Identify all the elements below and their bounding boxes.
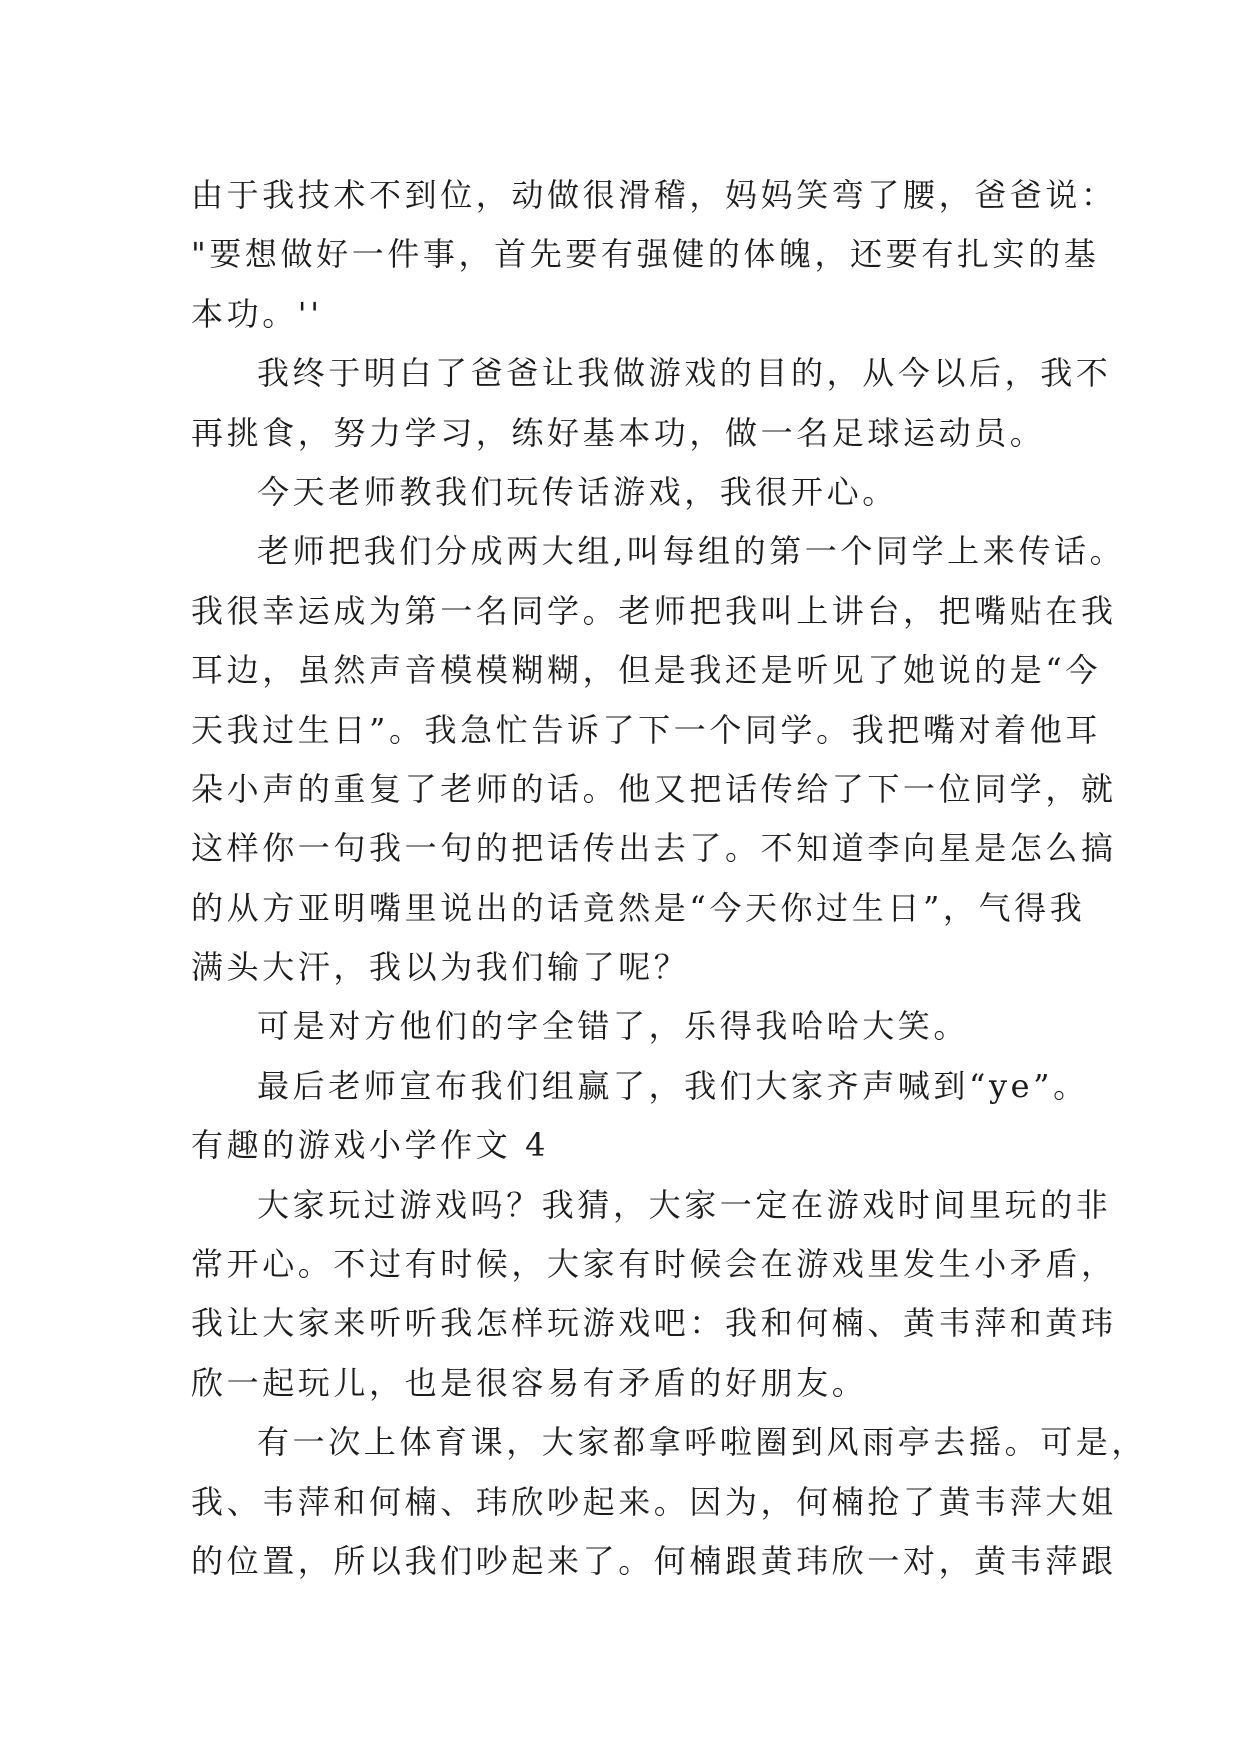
text-line: 这样你一句我一句的把话传出去了。不知道李向星是怎么搞 bbox=[191, 829, 1117, 868]
text-line: 最后老师宣布我们组赢了，我们大家齐声喊到“ye”。 bbox=[257, 1066, 1089, 1105]
text-line: 再挑食，努力学习，练好基本功，做一名足球运动员。 bbox=[191, 413, 1046, 452]
text-line: 朵小声的重复了老师的话。他又把话传给了下一位同学，就 bbox=[191, 769, 1117, 808]
document-text bbox=[191, 166, 1148, 1591]
text-line: 本功。'' bbox=[191, 294, 323, 333]
text-line: 今天老师教我们玩传话游戏，我很开心。 bbox=[257, 472, 898, 511]
text-line: 老师把我们分成两大组,叫每组的第一个同学上来传话。 bbox=[257, 532, 1126, 571]
text-line: 我让大家来听听我怎样玩游戏吧：我和何楠、黄韦萍和黄玮 bbox=[191, 1304, 1117, 1343]
text-line: 我、韦萍和何楠、玮欣吵起来。因为，何楠抢了黄韦萍大姐 bbox=[191, 1482, 1117, 1521]
text-line: 常开心。不过有时候，大家有时候会在游戏里发生小矛盾， bbox=[191, 1245, 1117, 1284]
text-line: 由于我技术不到位，动做很滑稽，妈妈笑弯了腰，爸爸说： bbox=[191, 176, 1117, 214]
text-line: 我很幸运成为第一名同学。老师把我叫上讲台，把嘴贴在我 bbox=[191, 591, 1117, 630]
text-line: 满头大汗，我以为我们输了呢？ bbox=[191, 948, 690, 987]
text-line: "要想做好一件事，首先要有强健的体魄，还要有扎实的基 bbox=[191, 235, 1100, 274]
text-line: 的位置，所以我们吵起来了。何楠跟黄玮欣一对，黄韦萍跟 bbox=[191, 1541, 1117, 1580]
text-line: 有趣的游戏小学作文 4 bbox=[191, 1126, 550, 1165]
text-line: 欣一起玩儿，也是很容易有矛盾的好朋友。 bbox=[191, 1363, 868, 1402]
text-line: 有一次上体育课，大家都拿呼啦圈到风雨亭去摇。可是， bbox=[257, 1423, 1148, 1462]
text-line: 耳边，虽然声音模模糊糊，但是我还是听见了她说的是“今 bbox=[191, 651, 1101, 690]
text-line: 大家玩过游戏吗？我猜，大家一定在游戏时间里玩的非 bbox=[257, 1185, 1112, 1224]
text-line: 的从方亚明嘴里说出的话竟然是“今天你过生日”，气得我 bbox=[191, 888, 1086, 927]
text-line: 我终于明白了爸爸让我做游戏的目的，从今以后，我不 bbox=[257, 354, 1112, 393]
text-line: 可是对方他们的字全错了，乐得我哈哈大笑。 bbox=[257, 1007, 970, 1046]
text-line: 天我过生日”。我急忙告诉了下一个同学。我把嘴对着他耳 bbox=[191, 710, 1101, 749]
